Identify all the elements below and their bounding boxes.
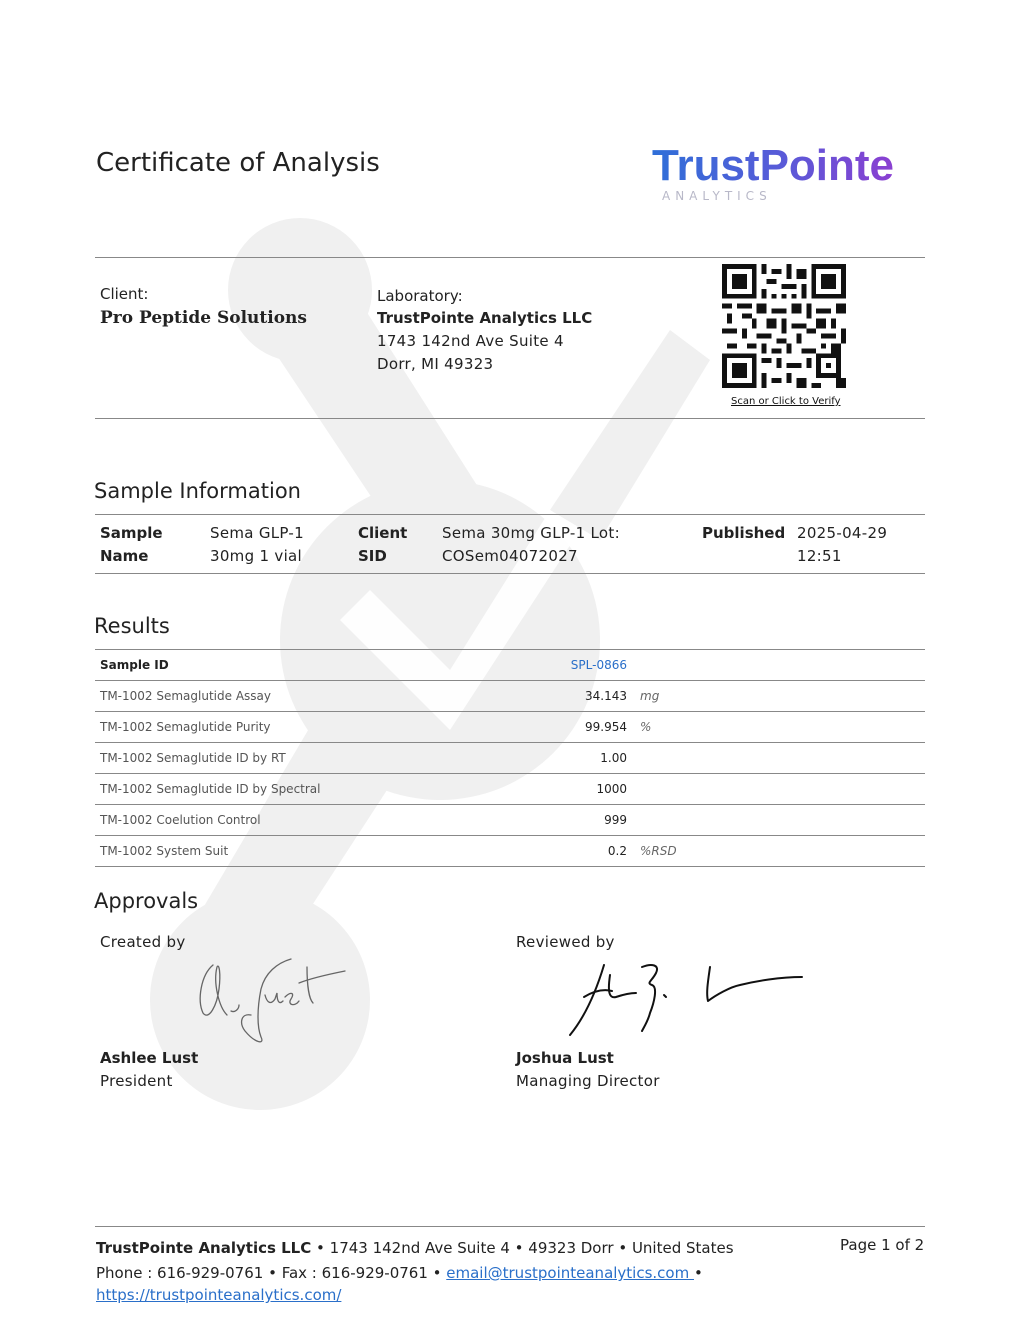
- published-date: 2025-04-29: [797, 524, 888, 542]
- verify-link[interactable]: Scan or Click to Verify: [731, 396, 841, 407]
- footer-contact: [96, 1262, 796, 1306]
- sample-information-heading: Sample Information: [94, 479, 301, 503]
- result-unit: mg: [632, 681, 798, 712]
- spacer-cell: [445, 836, 465, 867]
- result-name: TM-1002 Semaglutide Assay: [95, 681, 445, 712]
- spacer-cell: [445, 681, 465, 712]
- footer-company: TrustPointe Analytics LLC: [96, 1239, 312, 1257]
- extra-cell: [798, 805, 925, 836]
- created-by-label: Created by: [100, 933, 186, 951]
- sample-name-label: [100, 522, 163, 568]
- document-title: Certificate of Analysis: [96, 148, 380, 178]
- results-table: [95, 649, 925, 867]
- results-heading: Results: [94, 614, 170, 638]
- results-row: [95, 743, 925, 774]
- footer-email-link[interactable]: email@trustpointeanalytics.com: [446, 1264, 694, 1282]
- sample-information-row: [95, 515, 925, 573]
- result-value: 99.954: [465, 712, 632, 743]
- sample-id-value: SPL-0866: [465, 650, 632, 681]
- spacer-cell: [445, 805, 465, 836]
- result-unit: [632, 743, 798, 774]
- extra-cell: [798, 681, 925, 712]
- reviewed-by-label: Reviewed by: [516, 933, 615, 951]
- sample-name-value-line2: 30mg 1 vial: [210, 547, 303, 565]
- reviewed-by-signature: [560, 955, 810, 1040]
- divider: [95, 257, 925, 258]
- client-sid-label-line1: Client: [358, 524, 408, 542]
- published-label: Published: [702, 524, 786, 542]
- sample-name-value-line1: Sema GLP-1: [210, 524, 304, 542]
- laboratory-name: TrustPointe Analytics LLC: [377, 309, 593, 327]
- spacer-cell: [445, 712, 465, 743]
- trustpointe-logo: [650, 138, 920, 204]
- results-header-row: [95, 650, 925, 681]
- client-sid-value-line1: Sema 30mg GLP-1 Lot:: [442, 524, 620, 542]
- results-row: [95, 774, 925, 805]
- logo-subtitle-text: ANALYTICS: [662, 189, 772, 203]
- result-name: TM-1002 Coelution Control: [95, 805, 445, 836]
- footer-website-link[interactable]: https://trustpointeanalytics.com/: [96, 1286, 342, 1304]
- result-unit: [632, 774, 798, 805]
- result-unit: [632, 805, 798, 836]
- created-by-signature: [195, 955, 355, 1047]
- published-time: 12:51: [797, 547, 842, 565]
- reviewed-by-name: Joshua Lust: [516, 1049, 614, 1067]
- client-sid-value-line2: COSem04072027: [442, 547, 578, 565]
- results-row: [95, 805, 925, 836]
- result-unit: %RSD: [632, 836, 798, 867]
- unit-cell: [632, 650, 798, 681]
- client-name: Pro Peptide Solutions: [100, 308, 307, 328]
- client-label: Client:: [100, 285, 149, 303]
- result-value: 999: [465, 805, 632, 836]
- result-name: TM-1002 Semaglutide ID by RT: [95, 743, 445, 774]
- results-row: [95, 836, 925, 867]
- reviewed-by-title: Managing Director: [516, 1072, 660, 1090]
- extra-cell: [798, 774, 925, 805]
- client-sid-value: [442, 522, 620, 568]
- created-by-title: President: [100, 1072, 173, 1090]
- footer-phone-fax: Phone : 616-929-0761 • Fax : 616-929-0761 •: [96, 1264, 447, 1282]
- laboratory-label: Laboratory:: [377, 287, 463, 305]
- results-row: [95, 712, 925, 743]
- spacer-cell: [445, 743, 465, 774]
- page-number: Page 1 of 2: [840, 1236, 925, 1254]
- laboratory-address-line2: Dorr, MI 49323: [377, 355, 494, 373]
- footer-divider: [95, 1226, 925, 1227]
- extra-cell: [798, 712, 925, 743]
- results-row: [95, 681, 925, 712]
- logo-brand-text: TrustPointe: [652, 141, 895, 190]
- created-by-name: Ashlee Lust: [100, 1049, 199, 1067]
- spacer-cell: [445, 774, 465, 805]
- spacer-cell: [445, 650, 465, 681]
- footer-address: [96, 1239, 734, 1257]
- result-value: 0.2: [465, 836, 632, 867]
- extra-cell: [798, 650, 925, 681]
- sample-name-label-line2: Name: [100, 547, 149, 565]
- laboratory-address-line1: 1743 142nd Ave Suite 4: [377, 332, 564, 350]
- client-sid-label-line2: SID: [358, 547, 387, 565]
- qr-code[interactable]: [722, 264, 846, 388]
- footer-address-text: • 1743 142nd Ave Suite 4 • 49323 Dorr • United States: [311, 1239, 734, 1257]
- extra-cell: [798, 743, 925, 774]
- divider: [95, 418, 925, 419]
- approvals-heading: Approvals: [94, 889, 199, 913]
- result-name: TM-1002 System Suit: [95, 836, 445, 867]
- sample-id-label: Sample ID: [95, 650, 445, 681]
- result-value: 34.143: [465, 681, 632, 712]
- sample-name-value: [210, 522, 304, 568]
- sample-name-label-line1: Sample: [100, 524, 163, 542]
- result-value: 1000: [465, 774, 632, 805]
- result-name: TM-1002 Semaglutide Purity: [95, 712, 445, 743]
- client-sid-label: [358, 522, 407, 568]
- published-value: [797, 522, 887, 568]
- extra-cell: [798, 836, 925, 867]
- result-unit: %: [632, 712, 798, 743]
- result-name: TM-1002 Semaglutide ID by Spectral: [95, 774, 445, 805]
- footer-separator: •: [694, 1264, 703, 1282]
- divider: [95, 573, 925, 574]
- result-value: 1.00: [465, 743, 632, 774]
